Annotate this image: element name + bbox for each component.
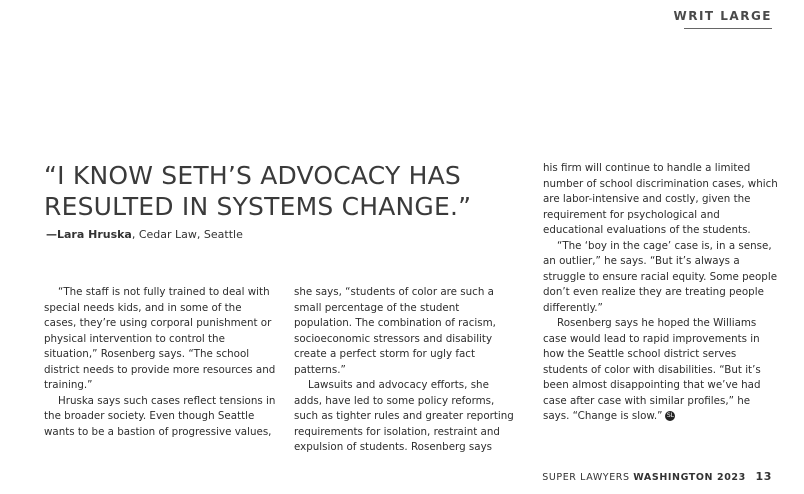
paragraph: Lawsuits and advocacy efforts, she adds, have led to some policy reforms, such as tighter rules and greater reporting requirements for isolation, restraint and expulsion of students. Rosenberg says xyxy=(294,379,514,453)
section-rule xyxy=(684,28,772,29)
page-footer xyxy=(542,470,772,483)
paragraph: Hruska says such cases reflect tensions in the broader society. Even though Seattle wants to be a bastion of progressive values, xyxy=(44,394,276,438)
paragraph: “The ‘boy in the cage’ case is, in a sense, an outlier,” he says. “But it’s always a struggle to ensure racial equity. Some people don’t even realize they are treating people differently.” xyxy=(543,239,778,314)
footer-edition: WASHINGTON 2023 xyxy=(633,472,746,483)
attribution-name: —Lara Hruska xyxy=(46,228,132,241)
text-column-2 xyxy=(294,285,520,456)
paragraph: “The staff is not fully trained to deal with special needs kids, and in some of the cases, they’re using corporal punishment or physical intervention to control the situation,” Rosenberg says. “The school district needs to provide more resources and training.” xyxy=(44,286,276,391)
paragraph: his firm will continue to handle a limited number of school discrimination cases, which are labor-intensive and costly, given the requirement for psychological and educational evaluations of the students. xyxy=(543,162,778,236)
page-number: 13 xyxy=(755,470,772,483)
end-mark-icon: SL xyxy=(666,412,675,419)
pull-quote: “I KNOW SETH’S ADVOCACY HAS RESULTED IN SYSTEMS CHANGE.” xyxy=(44,161,472,221)
attribution-org: , Cedar Law, Seattle xyxy=(131,228,243,241)
text-column-1 xyxy=(44,285,276,440)
footer-publication: SUPER LAWYERS xyxy=(542,472,630,483)
pull-quote-attribution xyxy=(46,228,243,241)
text-column-3 xyxy=(543,161,778,425)
section-tag: WRIT LARGE xyxy=(673,9,772,23)
paragraph: she says, “students of color are such a small percentage of the student population. The combination of racism, socioeconomic stressors and disability create a perfect storm for ugly fact patterns.” xyxy=(294,286,496,376)
paragraph-text: Rosenberg says he hoped the Williams case would lead to rapid improvements in how the Seattle school district serves students of color with disabilities. “But it’s been almost disappointing that we’ve had case after case with similar profiles,” he says. “Change is slow.” xyxy=(543,317,761,422)
paragraph-last xyxy=(543,316,778,425)
